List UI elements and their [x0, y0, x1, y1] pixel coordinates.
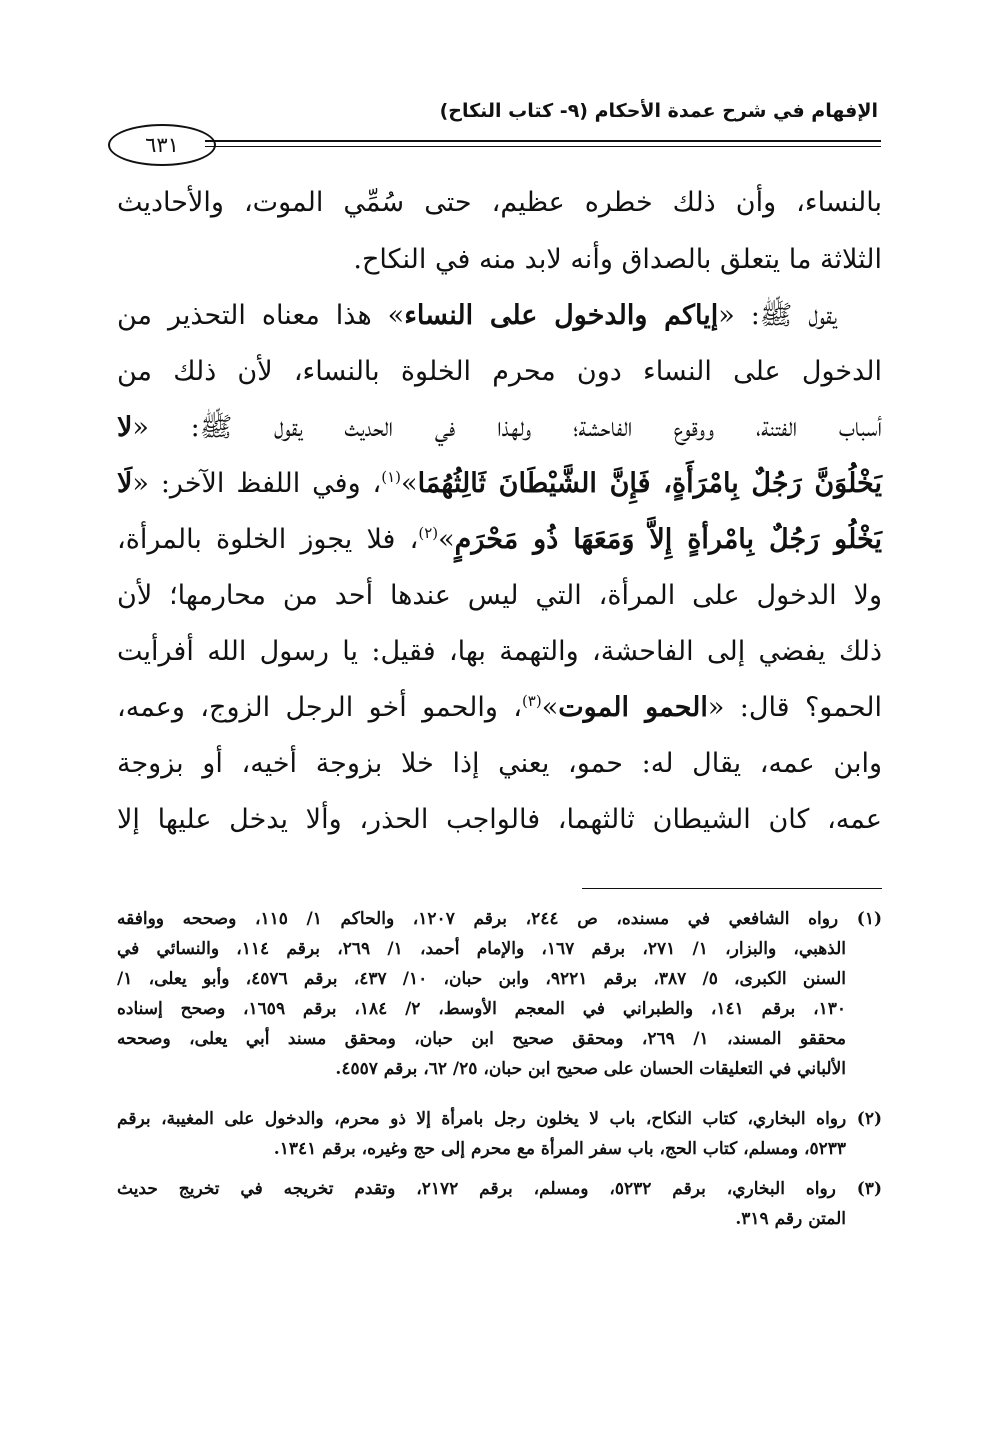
header-rule-thin	[205, 146, 881, 147]
text: » هذا معناه التحذير من	[117, 300, 405, 331]
text: يقول ﷺ: «	[718, 300, 837, 331]
body-line-7	[117, 515, 882, 565]
body-line-6	[117, 459, 882, 509]
body-line-12: عمه، كان الشيطان ثالثهما، فالواجب الحذر، وألا يدخل عليها إلا	[117, 804, 882, 835]
body-line-5	[117, 403, 882, 453]
header-rule-thick	[205, 140, 881, 142]
footnote-ref-1[interactable]: (١)	[381, 468, 402, 486]
footnote-1-line: (١) رواه الشافعي في مسنده، ص ٢٤٤، برقم ١٢٠٧، والحاكم ١/ ١١٥، وصححه ووافقه	[117, 909, 882, 929]
footnote-2-line: ٥٢٣٣، ومسلم، كتاب الحج، باب سفر المرأة مع محرم إلى حج وغيره، برقم ١٣٤١.	[273, 1139, 846, 1159]
footnote-2-line: (٢) رواه البخاري، كتاب النكاح، باب لا يخلون رجل بامرأة إلا ذو محرم، والدخول على المغيبة، برقم	[117, 1109, 882, 1129]
body-line-9: ذلك يفضي إلى الفاحشة، والتهمة بها، فقيل: يا رسول الله أفرأيت	[117, 636, 882, 667]
body-line-10	[117, 683, 882, 733]
running-header-title: الإفهام في شرح عمدة الأحكام (٩- كتاب النكاح)	[439, 100, 878, 122]
hadith-quote: يَخْلُو رَجُلٌ بِامْرأةٍ إِلاَّ وَمَعَهَا ذُو مَحْرَمٍ	[454, 524, 882, 555]
text: ، وفي اللفظ الآخر: «	[132, 468, 382, 499]
hadith-quote: الحمو الموت	[558, 692, 708, 723]
footnote-3-line: (٣) رواه البخاري، برقم ٥٢٣٢، ومسلم، برقم ٢١٧٢، وتقدم تخريجه في تخريج حديث	[117, 1179, 882, 1199]
footnote-1-line: محققو المسند، ١/ ٢٦٩، ومحقق صحيح ابن حبان، ومحقق مسند أبي يعلى، وصححه	[117, 1029, 846, 1049]
footnote-ref-3[interactable]: (٣)	[521, 692, 542, 710]
footnote-1-line: ١٣٠، برقم ١٤١، والطبراني في المعجم الأوسط، ٢/ ١٨٤، برقم ١٦٥٩، وصحح إسناده	[117, 999, 846, 1019]
footnote-1-line: السنن الكبرى، ٥/ ٣٨٧، برقم ٩٢٢١، وابن حبان، ١٠/ ٤٣٧، برقم ٤٥٧٦، وأبو يعلى، ١/	[117, 969, 846, 989]
text: »	[541, 692, 559, 723]
hadith-quote: إياكم والدخول على النساء	[404, 300, 719, 331]
hadith-quote: يَخْلُوَنَّ رَجُلٌ بِامْرَأَةٍ، فَإِنَّ الشَّيْطَانَ ثَالِثُهُمَا	[417, 468, 882, 499]
text: أسباب الفتنة، ووقوع الفاحشة؛ ولهذا في الحديث يقول ﷺ: «	[132, 412, 882, 443]
page-number: ٦٣١	[108, 124, 216, 166]
body-line-3	[117, 291, 882, 341]
body-line-11: وابن عمه، يقال له: حمو، يعني إذا خلا بزوجة أخيه، أو بزوجة	[117, 748, 882, 779]
body-line-1: بالنساء، وأن ذلك خطره عظيم، حتى سُمِّي الموت، والأحاديث	[117, 187, 882, 218]
footnote-1-line: الألباني في التعليقات الحسان على صحيح ابن حبان، ٢٥/ ٦٢، برقم ٤٥٥٧.	[335, 1059, 846, 1079]
footnote-3-line: المتن رقم ٣١٩.	[735, 1209, 846, 1229]
footnote-1-line: الذهبي، والبزار، ١/ ٢٧١، برقم ١٦٧، والإمام أحمد، ١/ ٢٦٩، برقم ١١٤، والنسائي في	[117, 939, 846, 959]
text: ، والحمو أخو الرجل الزوج، وعمه،	[117, 692, 522, 723]
body-line-4: الدخول على النساء دون محرم الخلوة بالنساء، لأن ذلك من	[117, 356, 882, 387]
body-line-8: ولا الدخول على المرأة، التي ليس عندها أحد من محارمها؛ لأن	[117, 580, 882, 611]
text: »	[401, 468, 418, 499]
hadith-quote: لا	[117, 412, 133, 443]
body-line-2: الثلاثة ما يتعلق بالصداق وأنه لابد منه في النكاح.	[353, 244, 882, 275]
text: »	[438, 524, 455, 555]
footnote-ref-2[interactable]: (٢)	[418, 524, 439, 542]
text: ، فلا يجوز الخلوة بالمرأة،	[117, 524, 419, 555]
footnote-separator	[582, 888, 882, 889]
text: الحمو؟ قال: «	[707, 692, 882, 723]
hadith-quote: لَا	[117, 468, 133, 499]
